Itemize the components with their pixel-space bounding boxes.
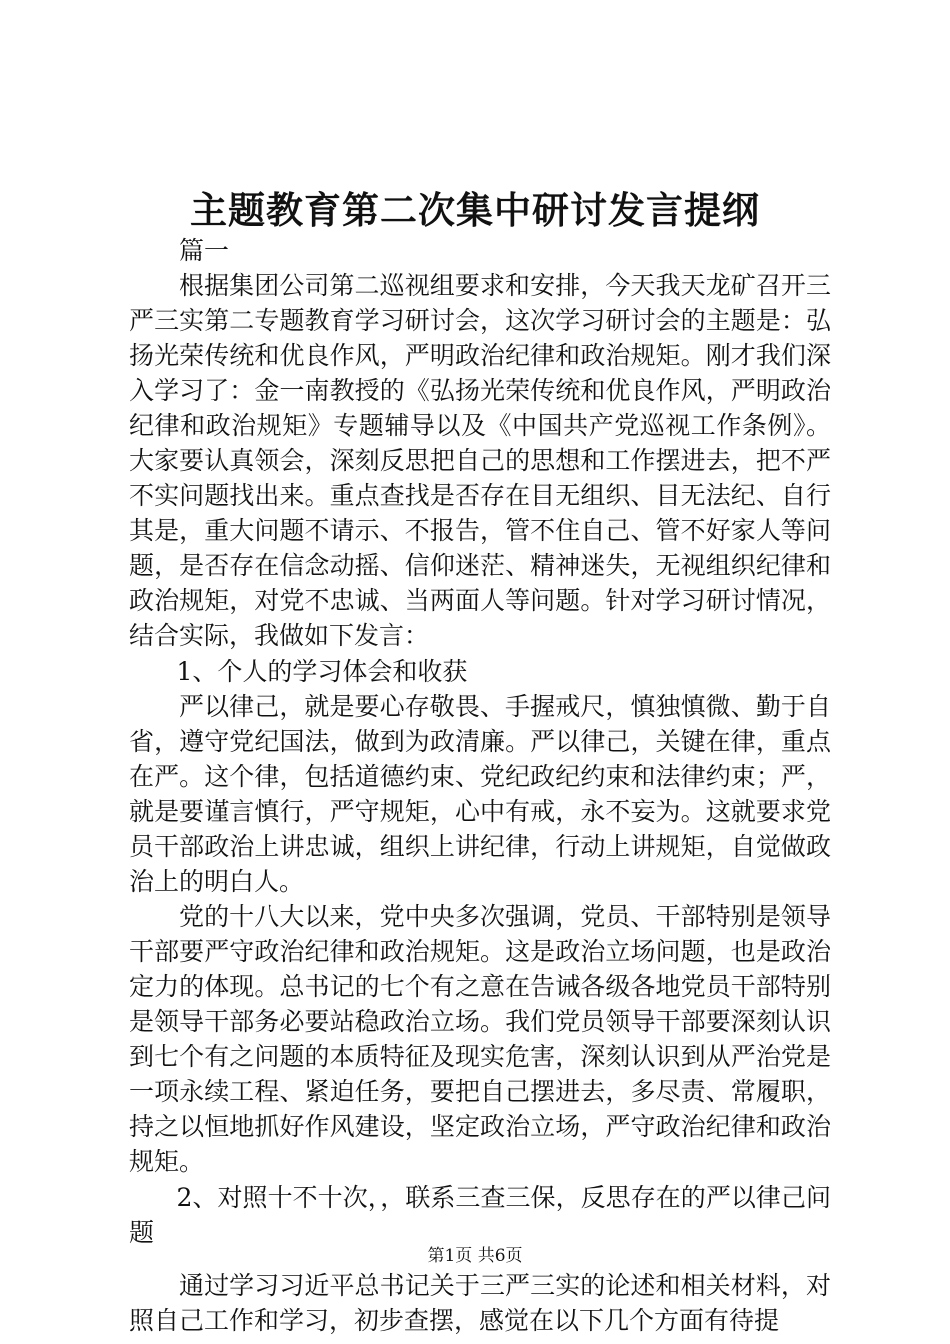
page-footer: 第1页 共6页	[427, 1246, 523, 1266]
section-label: 篇一	[179, 236, 230, 265]
document-body	[129, 233, 831, 1338]
paragraph-party-congress: 党的十八大以来，党中央多次强调，党员、干部特别是领导干部要严守政治纪律和政治规矩。这是政治立场问题，也是政治定力的体现。总书记的七个有之意在告诫各级各地党员干部特别是领导干部务必要站稳政治立场。我们党员领导干部要深刻认识到七个有之问题的本质特征及现实危害，深刻认识到从严治党是一项永续工程、紧迫任务，要把自己摆进去，多尽责、常履职，持之以恒地抓好作风建设，坚定政治立场，严守政治纪律和政治规矩。	[129, 902, 831, 1176]
document-title: 主题教育第二次集中研讨发言提纲	[190, 188, 760, 232]
section-heading-2: 2、对照十不十次，，联系三查三保，反思存在的严以律己问题	[129, 1183, 831, 1247]
paragraph-reflection: 通过学习习近平总书记关于三严三实的论述和相关材料，对照自己工作和学习，初步查摆，感觉在以下几个方面有待提	[129, 1271, 831, 1335]
paragraph-self-discipline: 严以律己，就是要心存敬畏、手握戒尺，慎独慎微、勤于自省，遵守党纪国法，做到为政清廉。严以律己，关键在律，重点在严。这个律，包括道德约束、党纪政纪约束和法律约束；严，就是要谨言慎行，严守规矩，心中有戒，永不妄为。这就要求党员干部政治上讲忠诚，组织上讲纪律，行动上讲规矩，自觉做政治上的明白人。	[129, 692, 831, 896]
section-heading-1: 1、个人的学习体会和收获	[176, 657, 468, 686]
paragraph-intro: 根据集团公司第二巡视组要求和安排，今天我天龙矿召开三严三实第二专题教育学习研讨会，这次学习研讨会的主题是：弘扬光荣传统和优良作风，严明政治纪律和政治规矩。刚才我们深入学习了：金一南教授的《弘扬光荣传统和优良作风，严明政治纪律和政治规矩》专题辅导以及《中国共产党巡视工作条例》。大家要认真领会，深刻反思把自己的思想和工作摆进去，把不严不实问题找出来。重点查找是否存在目无组织、目无法纪、自行其是，重大问题不请示、不报告，管不住自己、管不好家人等问题，是否存在信念动摇、信仰迷茫、精神迷失，无视组织纪律和政治规矩，对党不忠诚、当两面人等问题。针对学习研讨情况，结合实际，我做如下发言：	[129, 271, 831, 650]
